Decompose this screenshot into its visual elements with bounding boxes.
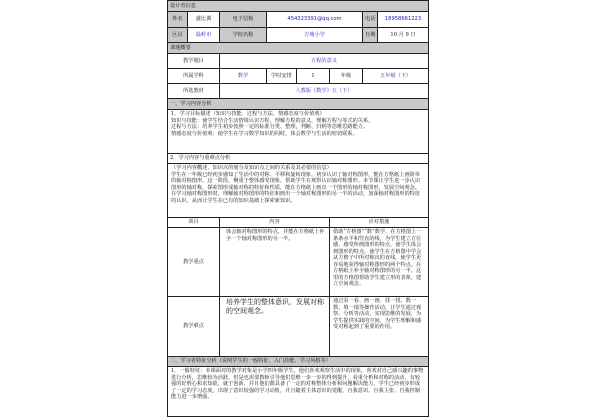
difficult-point-label: 教学难点 (168, 297, 220, 357)
learning-goals (168, 110, 429, 154)
analysis-section-header: 一、学习内容分析 (168, 99, 429, 110)
key-point-measures: 借助“方格图”“数”数学，在方格图上一条条水平和竖直的线，为学生建立方位感，感受所画图形的特点，使学生体会到图形的特点，使学生在方格图中学会从方格子中所对称出的直线，使学生更容易地获得轴对称图形的两个特点。在方格纸上补全轴对称图形的另一半。这里的方格图帮助学生建立形的表象，建立空间观念。 (330, 228, 429, 297)
lesson-plan-table (167, 0, 429, 417)
hours-value: 1 (297, 69, 330, 84)
date-value: 10 月 9 日 (378, 28, 429, 43)
subject-label: 所属学科 (168, 69, 220, 84)
content-analysis (168, 164, 429, 218)
phone-label: 电话 (363, 12, 378, 28)
email-value: 454323391@qq.com (267, 12, 363, 28)
goals-heading: 1．学习目标描述（知识与技能、过程与方法、情感态度与价值观） (171, 111, 325, 117)
district-label: 区县 (168, 28, 188, 43)
date-label: 日期 (363, 28, 378, 43)
phone-value: 18958661223 (378, 12, 429, 28)
school-label: 学校名称 (220, 28, 267, 43)
content-heading: 2．学习内容与重难点分析 (168, 154, 429, 164)
difficult-point-content: 培养学生的整体意识，发展对称的空间观念。 (220, 297, 330, 357)
textbook-value: 人教版《数学》五（下） (220, 84, 429, 99)
column-header-content: 内容 (220, 218, 330, 228)
learner-section-header: 二、学习者特征分析（说明学生的一般特征、入门技能、学习风格等） (168, 357, 429, 367)
goal-attitude: 情感态度与价值观：使学生在学习数学知识的同时，体会数学与生活的密切联系。 (171, 130, 358, 137)
email-label: 电子信箱 (220, 12, 267, 28)
grade-label: 年级 (330, 69, 363, 84)
key-point-label: 教学重点 (168, 228, 220, 297)
content-text: 学生在一年级已经初步感知了生活中的对称、平移和旋转现象，初步认识了轴对称图形，能在方格纸上画简单的轴对称图形，这一阶段，侧重于整体感受现象，帮助学生在观察认识轴对称图形。本节课让学生进一步认识图形的轴对称，探索图形成轴对称的特征和性质，能在方格纸上画出一个图形的轴对称图形，发展空间观念。在学习轴对称图形时，理解轴对称图形的特征和画出一个轴对称图形的另一半的活动，加深轴对称图形的特征的认识，从而让学生在已有的知识基础上探索新知识。 (171, 171, 421, 204)
district-value: 温岭市 (188, 28, 220, 43)
column-header-measures: 应对措施 (330, 218, 429, 228)
subject-value: 数学 (220, 69, 267, 84)
name-value: 盛比翼 (188, 12, 220, 28)
name-label: 姓名 (168, 12, 188, 28)
lesson-plan-document (167, 0, 428, 400)
school-value: 方城小学 (267, 28, 363, 43)
grade-value: 五年级（下） (363, 69, 429, 84)
column-header-item: 项目 (168, 218, 220, 228)
goal-process: 过程与方法：培养学生初步按照一定的标准分类、整理，判断、归纳等思维思路能力。 (171, 124, 369, 130)
content-subheading: （学习内容概述、知识点的划分及知识点之间的关系及其必要的信息） (171, 165, 332, 171)
designer-section-header: 设计者信息 (168, 1, 429, 12)
title-value: 方程的意义 (220, 54, 429, 69)
difficult-point-measures: 通过看一看、画一画、找一找、数一数、填一填等操作活动，让学生通过观察、分析等活动，实现思维的发展，为学生提供实践的空间，为学生理解和感受对称起到了重要的作用。 (330, 297, 429, 357)
goal-knowledge: 知识与技能：使学生结合生活情境认识方程，理解方程的意义，理解方程与等式的关系。 (171, 117, 374, 124)
textbook-label: 所选教材 (168, 84, 220, 99)
hours-label: 学时安排 (267, 69, 297, 84)
title-label: 教学题目 (168, 54, 220, 69)
key-point-content: 体会轴对称图形的特点，并能在方格纸上补全一个轴对称图形的另一半。 (220, 228, 330, 297)
topic-section-header: 课题概要 (168, 43, 429, 54)
learner-analysis: 1．一般特征：本课面对的教学对象是小学四年级学生，他们喜欢观察生活中的现象，喜欢对自己感兴趣的事物进行分析，思维较为活跃，但是也需要教师引导他们思维一步一步的得到提升，看重分析和对称的活动，有较强的好胜心和求知欲，就于创新，并且他们都具备了一定的对称整体分析和问题解决能力，学生已经初步形成了一定的学习态度，出现了意识较强的学习动机，并且随着主体意识的觉醒，自我意识、自我主张、自我控制能力进一步增强。 (168, 367, 429, 417)
